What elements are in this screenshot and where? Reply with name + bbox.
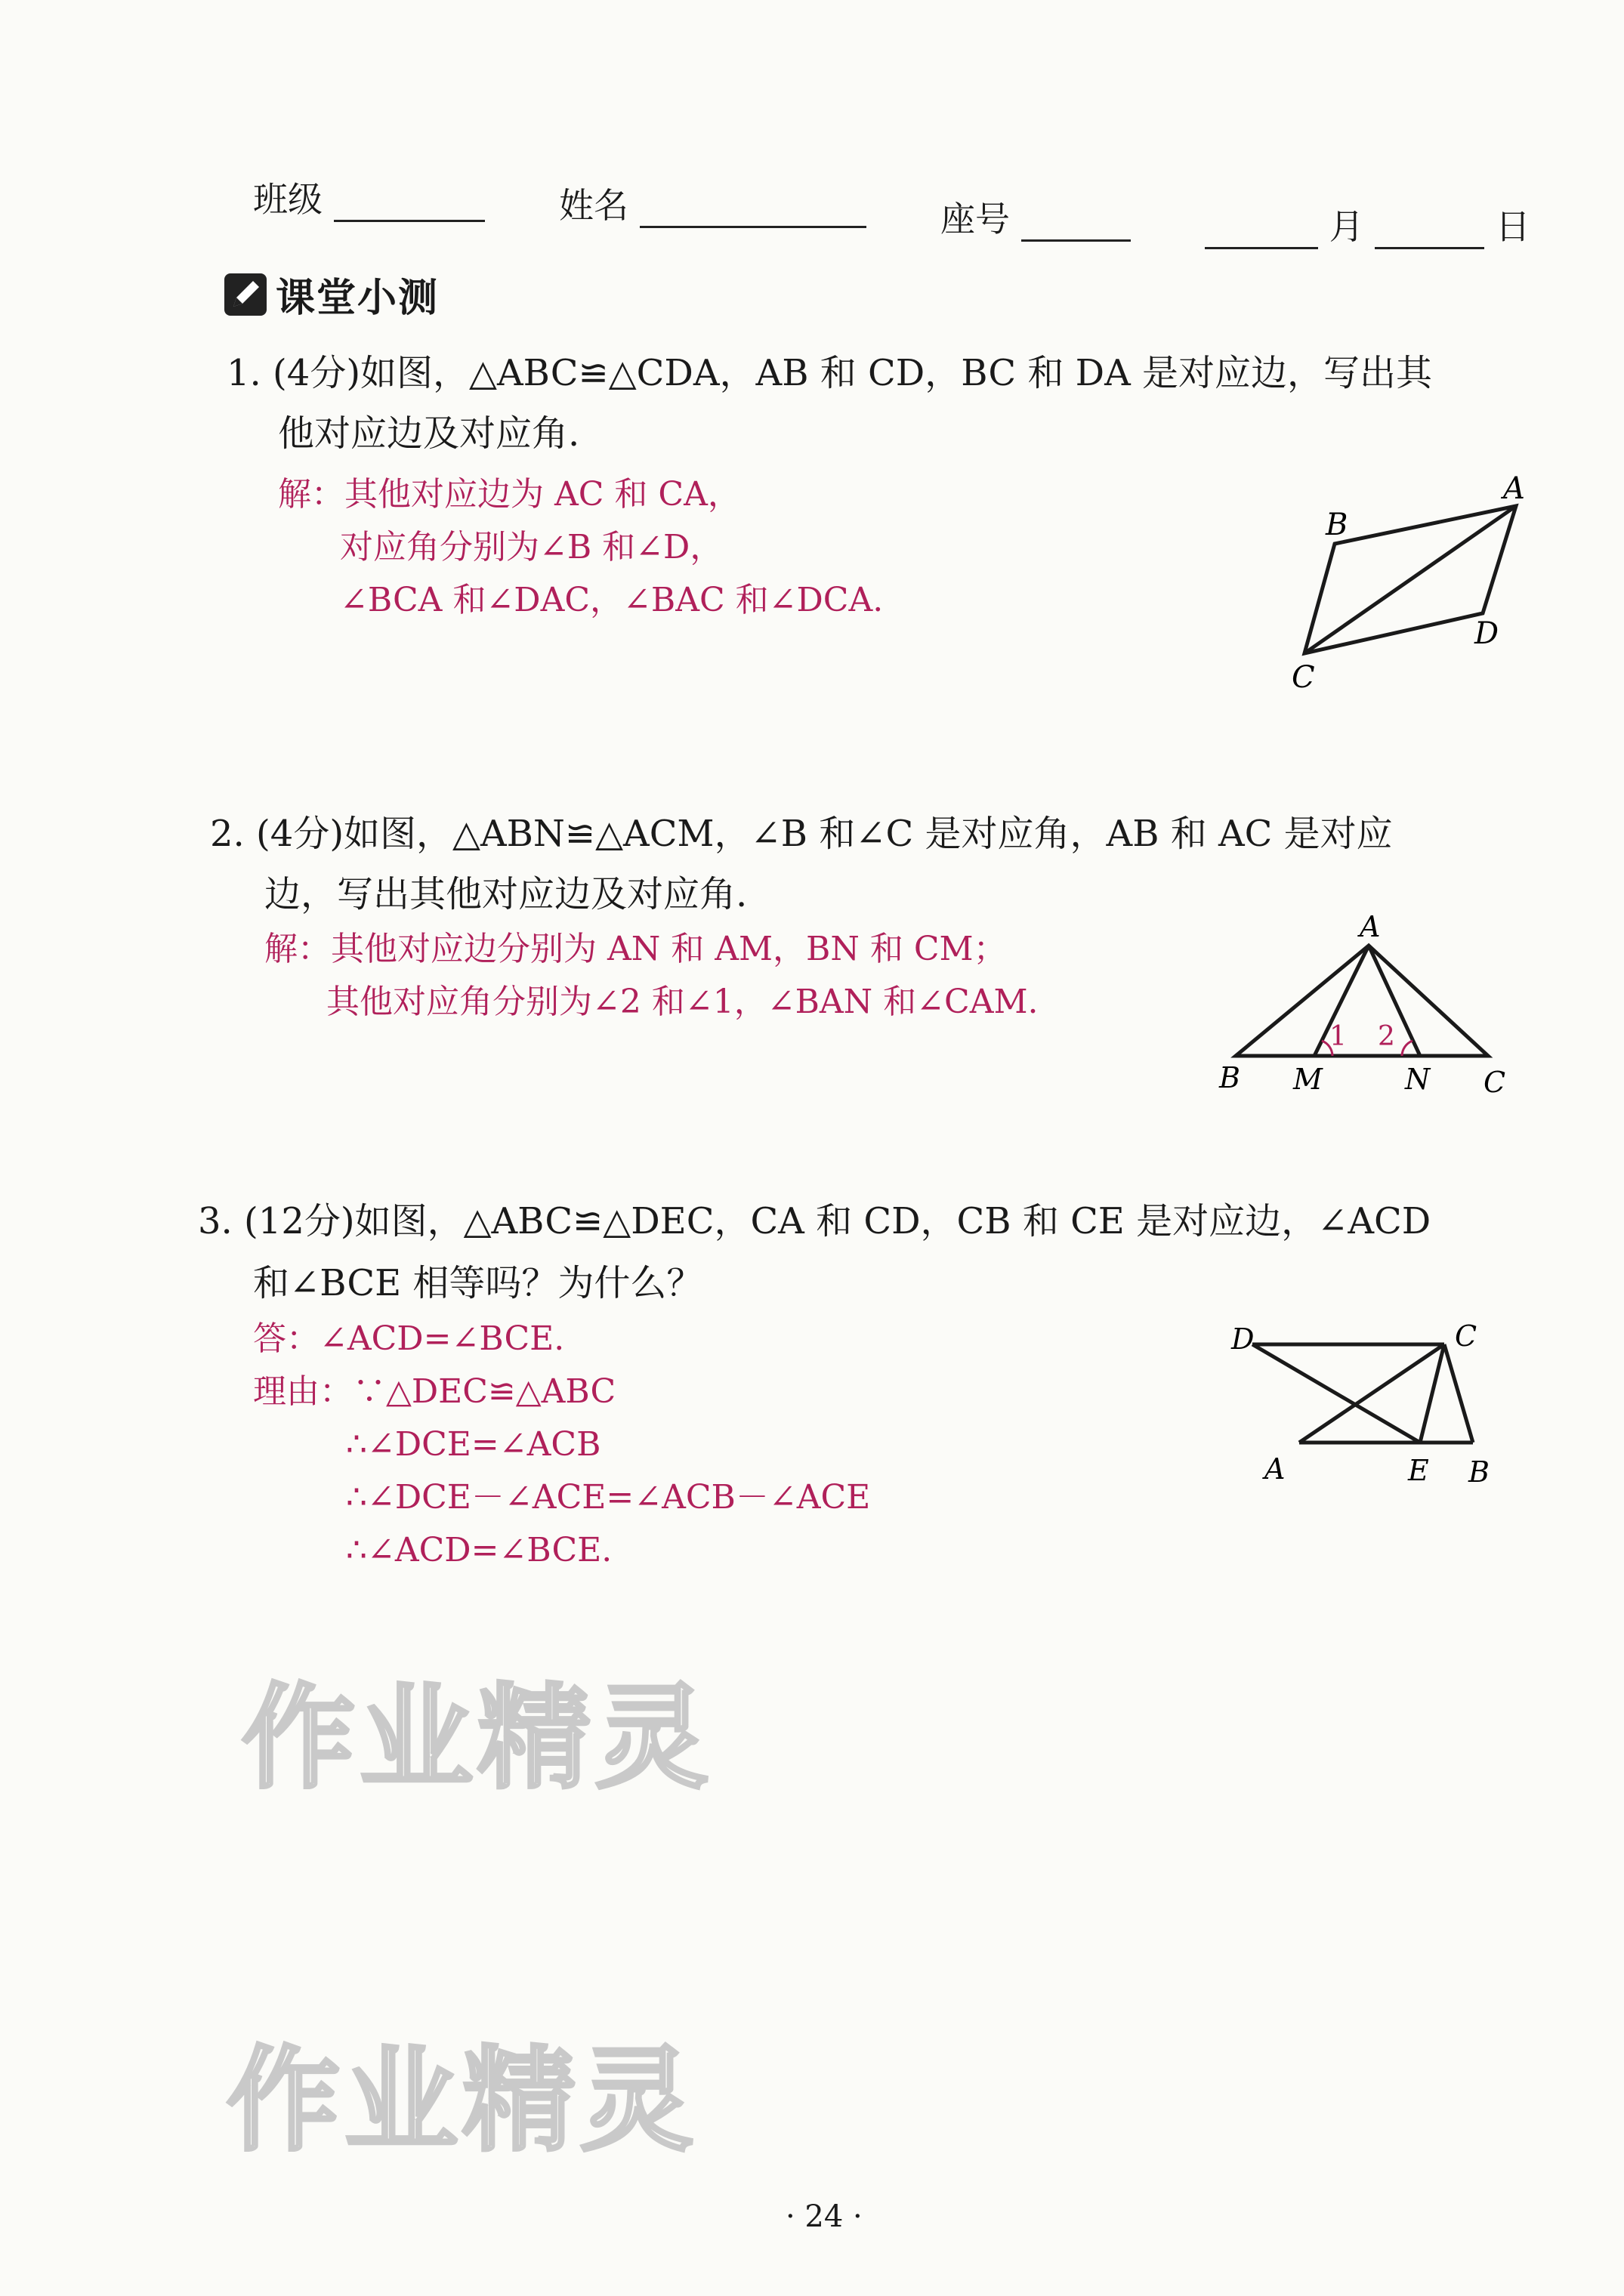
class-blank[interactable]	[334, 185, 485, 222]
fig3-label-e: E	[1408, 1454, 1429, 1487]
section-header	[223, 266, 439, 322]
answer-3-line5: ∴∠ACD=∠BCE.	[346, 1531, 613, 1569]
fig2-label-a: A	[1360, 914, 1381, 943]
section-title: 课堂小测	[276, 276, 440, 321]
answer-2-line1: 解：其他对应边分别为 AN 和 AM，BN 和 CM；	[264, 930, 1007, 968]
question-3-line1: 3. (12分)如图，△ABC≌△DEC，CA 和 CD，CB 和 CE 是对应边，∠ACD	[198, 1200, 1431, 1242]
fig1-label-c: C	[1292, 660, 1315, 695]
name-label: 姓名	[559, 185, 628, 226]
page-number: · 24 ·	[786, 2199, 863, 2234]
fig2-angle-1: 1	[1329, 1021, 1347, 1052]
figure-2-triangle	[1209, 914, 1526, 1095]
fig2-label-m: M	[1293, 1063, 1323, 1095]
answer-3-line2: 理由：∵△DEC≌△ABC	[253, 1372, 616, 1411]
fig2-label-b: B	[1219, 1061, 1240, 1094]
fig3-label-b: B	[1468, 1455, 1490, 1488]
day-blank[interactable]	[1375, 212, 1484, 249]
pencil-icon	[223, 272, 268, 317]
watermark-upper: 作业精灵	[242, 1673, 714, 1804]
seat-label: 座号	[940, 199, 1010, 239]
fig1-label-a: A	[1503, 471, 1525, 506]
month-blank[interactable]	[1205, 212, 1318, 249]
name-group	[559, 178, 866, 228]
question-3-line2: 和∠BCE 相等吗？为什么？	[253, 1262, 703, 1304]
fig2-angle-2: 2	[1378, 1021, 1395, 1052]
date-group	[1205, 199, 1530, 249]
header-row	[253, 172, 485, 222]
answer-1-line2: 对应角分别为∠B 和∠D，	[340, 528, 724, 566]
seat-group	[940, 192, 1131, 242]
seat-blank[interactable]	[1021, 205, 1131, 242]
answer-3-line4: ∴∠DCE－∠ACE=∠ACB－∠ACE	[346, 1478, 871, 1517]
answer-1-line3: ∠BCA 和∠DAC，∠BAC 和∠DCA.	[340, 581, 884, 619]
watermark-lower: 作业精灵	[227, 2035, 699, 2167]
fig2-label-c: C	[1484, 1066, 1506, 1095]
fig3-label-c: C	[1455, 1319, 1477, 1353]
day-label: 日	[1495, 206, 1530, 247]
answer-1-line1: 解：其他对应边为 AC 和 CA，	[278, 475, 741, 514]
question-2-line1: 2. (4分)如图，△ABN≌△ACM，∠B 和∠C 是对应角，AB 和 AC 是对应	[210, 813, 1393, 855]
question-1-line2: 他对应边及对应角.	[278, 412, 580, 455]
figure-3-triangles	[1216, 1307, 1511, 1488]
fig3-label-d: D	[1231, 1322, 1255, 1356]
question-2-line2: 边，写出其他对应边及对应角.	[264, 873, 748, 915]
question-1-line1: 1. (4分)如图，△ABC≌△CDA，AB 和 CD，BC 和 DA 是对应边，写出其	[227, 352, 1433, 394]
name-blank[interactable]	[640, 191, 866, 228]
answer-3-line1: 答：∠ACD=∠BCE.	[253, 1319, 565, 1358]
answer-2-line2: 其他对应角分别为∠2 和∠1，∠BAN 和∠CAM.	[326, 983, 1039, 1021]
month-label: 月	[1329, 206, 1364, 247]
answer-3-line3: ∴∠DCE=∠ACB	[346, 1425, 601, 1464]
fig1-label-b: B	[1326, 508, 1348, 542]
fig1-label-d: D	[1474, 616, 1499, 651]
figure-1-parallelogram	[1284, 468, 1541, 702]
fig3-label-a: A	[1264, 1452, 1286, 1486]
class-label: 班级	[253, 179, 323, 220]
fig2-label-n: N	[1405, 1063, 1431, 1095]
